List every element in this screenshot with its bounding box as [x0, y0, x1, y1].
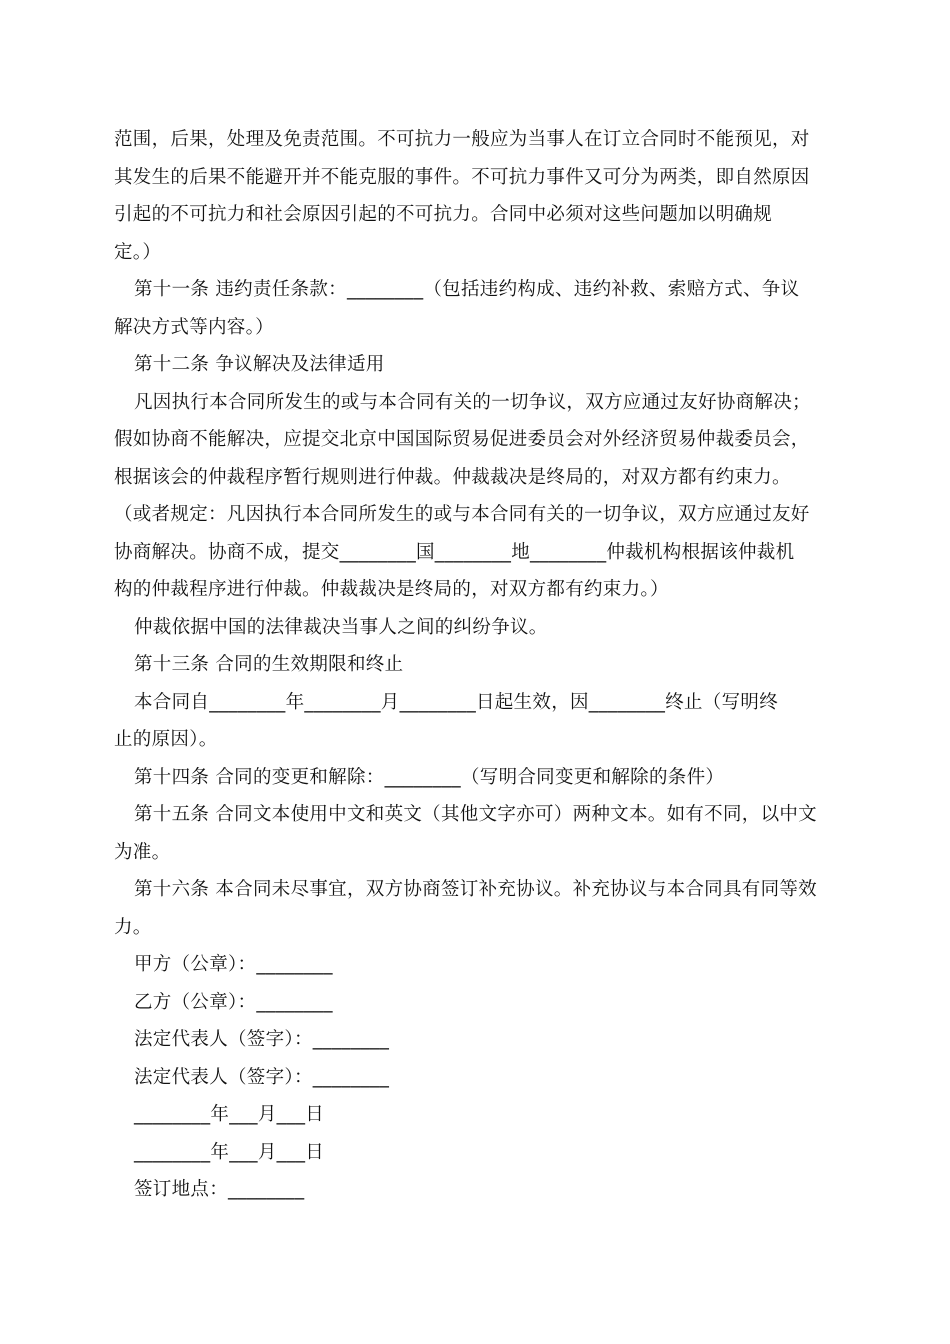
article-11-heading: 第十一条 违约责任条款：________（包括违约构成、违约补救、索赔方式、争议 [134, 279, 800, 300]
date-field: ________年___月___日 [134, 1141, 325, 1163]
text-line: 假如协商不能解决，应提交北京中国国际贸易促进委员会对外经济贸易仲裁委员会， [114, 429, 810, 450]
party-a-seal-field: 甲方（公章）：________ [134, 954, 333, 975]
text-line: 协商解决。协商不成，提交________国________地________仲裁机构根据该仲裁机 [114, 541, 795, 563]
date-field: ________年___月___日 [134, 1104, 325, 1125]
text-line: 凡因执行本合同所发生的或与本合同有关的一切争议，双方应通过友好协商解决； [134, 391, 811, 413]
party-b-seal-field: 乙方（公章）：________ [134, 991, 333, 1013]
article-12-heading: 第十二条 争议解决及法律适用 [134, 354, 385, 375]
text-line: 引起的不可抗力和社会原因引起的不可抗力。合同中必须对这些问题加以明确规 [114, 204, 773, 225]
signing-place-field: 签订地点：________ [134, 1179, 305, 1200]
text-line: 为准。 [114, 841, 171, 863]
text-line: （或者规定：凡因执行本合同所发生的或与本合同有关的一切争议，双方应通过友好 [114, 504, 810, 525]
text-line: 本合同自________年________月________日起生效，因________终止（写明终 [134, 691, 779, 713]
text-line: 解决方式等内容。） [114, 316, 274, 338]
text-line: 范围，后果，处理及免责范围。不可抗力一般应为当事人在订立合同时不能预见，对 [114, 129, 810, 150]
text-line: 止的原因）。 [114, 729, 218, 750]
text-line: 其发生的后果不能避开并不能克服的事件。不可抗力事件又可分为两类，即自然原因 [114, 166, 810, 188]
article-13-heading: 第十三条 合同的生效期限和终止 [134, 654, 404, 675]
article-16-heading: 第十六条 本合同未尽事宜，双方协商签订补充协议。补充协议与本合同具有同等效 [134, 879, 817, 900]
legal-rep-signature-field: 法定代表人（签字）：________ [134, 1029, 390, 1050]
article-15-heading: 第十五条 合同文本使用中文和英文（其他文字亦可）两种文本。如有不同，以中文 [134, 804, 817, 825]
text-line: 力。 [114, 916, 152, 938]
text-line: 定。） [114, 241, 162, 263]
text-line: 仲裁依据中国的法律裁决当事人之间的纠纷争议。 [134, 616, 548, 638]
article-14-heading: 第十四条 合同的变更和解除：________（写明合同变更和解除的条件） [134, 766, 725, 788]
text-line: 构的仲裁程序进行仲裁。仲裁裁决是终局的，对双方都有约束力。） [114, 579, 669, 600]
text-line: 根据该会的仲裁程序暂行规则进行仲裁。仲裁裁决是终局的，对双方都有约束力。 [114, 466, 791, 488]
document-body [114, 121, 838, 1209]
legal-rep-signature-field: 法定代表人（签字）：________ [134, 1066, 390, 1088]
